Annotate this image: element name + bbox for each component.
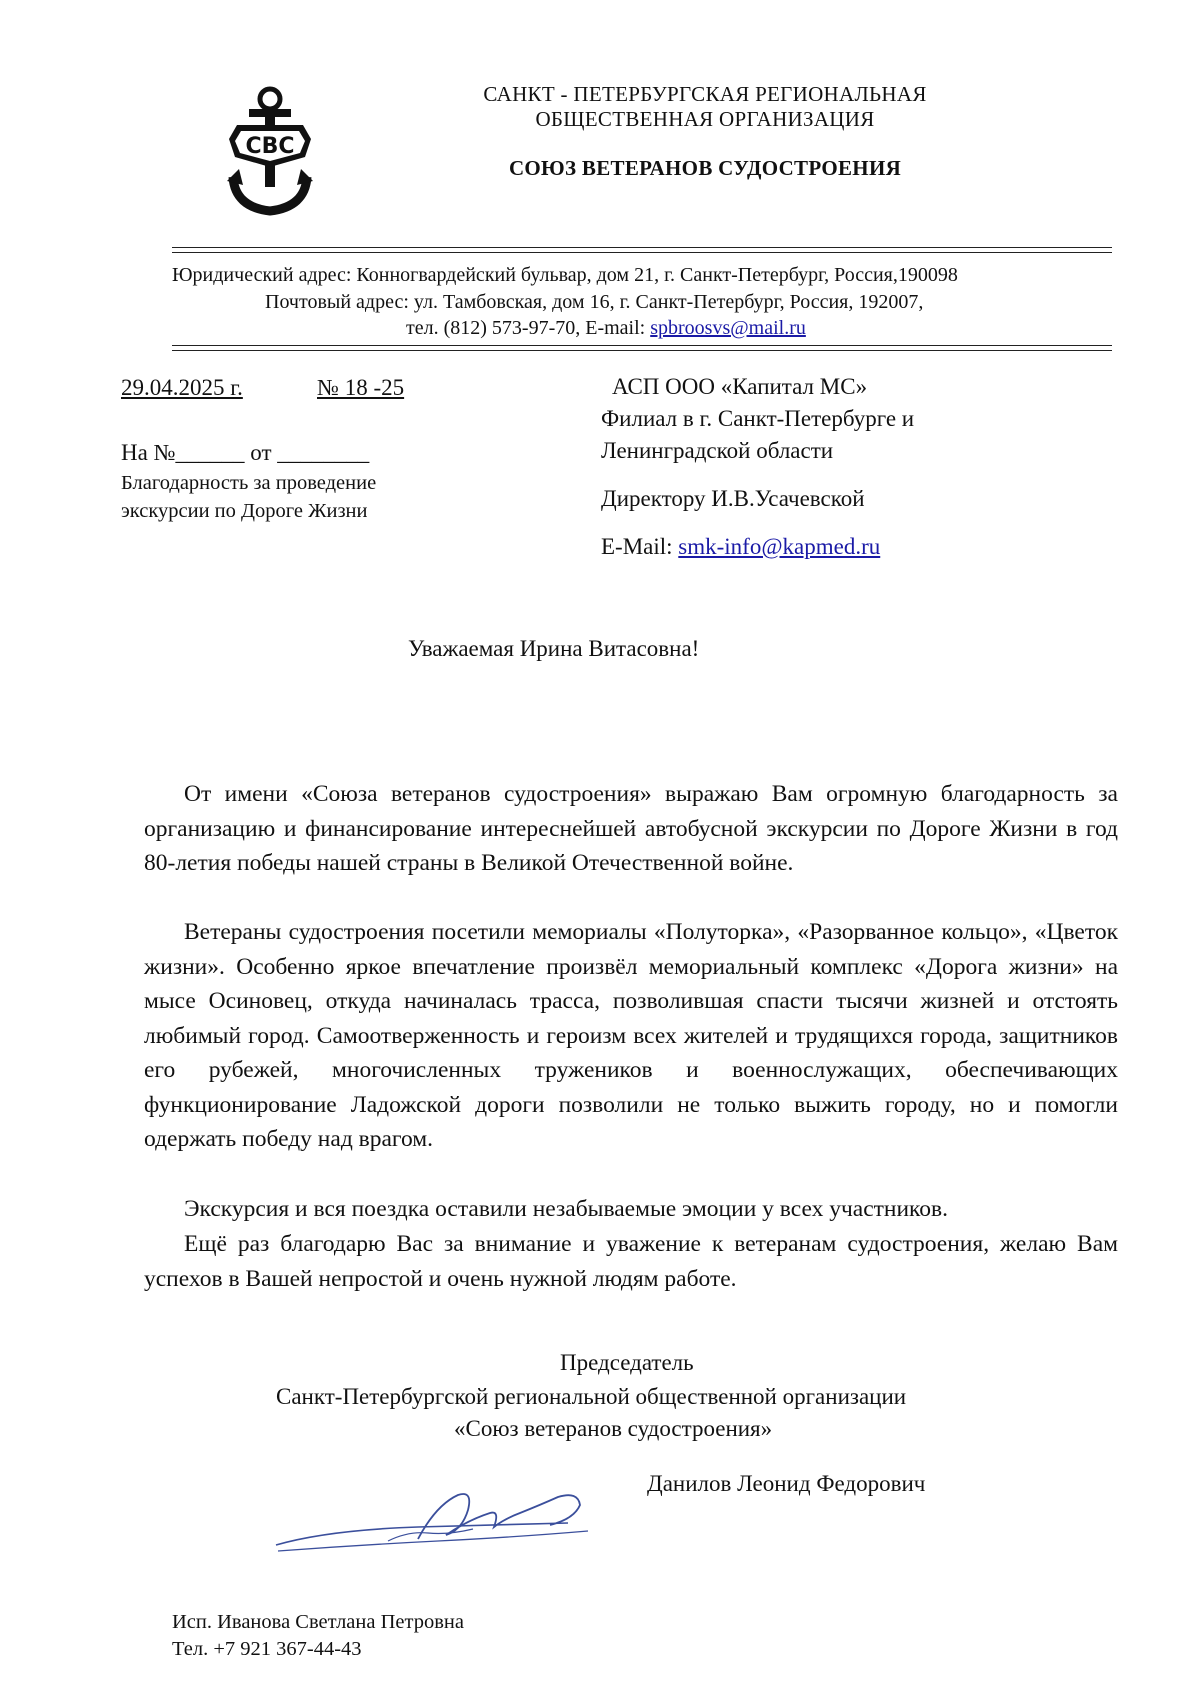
- recipient-line-3: Ленинградской области: [601, 438, 834, 463]
- header-rule-bottom-1: [172, 345, 1112, 346]
- recipient-director: Директору И.В.Усачевской: [601, 486, 865, 511]
- body-paragraph-2: Ветераны судостроения посетили мемориалы «Полуторка», «Разорванное кольцо», «Цветок жизни». Особенно яркое впечатление произвёл мемориальный комплекс «Дорога жизни» на мысе Осиновец, откуда начиналась трасса, позволившая спасти тысячи жизней и отстоять любимый город. Самоотверженность и героизм всех жителей и трудящихся города, защитников его рубежей, многочисленных тружеников и военнослужащих, обеспечивающих функционирование Ладожской дороги позволили не только выжить городу, но и помогли одержать победу над врагом.: [144, 919, 1118, 1152]
- handwritten-signature: [268, 1475, 608, 1565]
- executor-name: Исп. Иванова Светлана Петровна: [172, 1611, 464, 1633]
- letter-number: № 18 -25: [317, 375, 405, 400]
- recipient-line-1: АСП ООО «Капитал МС»: [612, 374, 868, 399]
- anchor-emblem-icon: [225, 85, 315, 220]
- org-line-2: ОБЩЕСТВЕННАЯ ОРГАНИЗАЦИЯ: [535, 107, 875, 131]
- letter-date: 29.04.2025 г.: [121, 375, 243, 400]
- header-rule-bottom-2: [172, 350, 1112, 351]
- header-rule-top-1: [172, 247, 1112, 248]
- recipient-email-link[interactable]: smk-info@kapmed.ru: [678, 534, 881, 559]
- logo-text: СВС: [245, 134, 295, 159]
- legal-address: Юридический адрес: Конногвардейский бульвар, дом 21, г. Санкт-Петербург, Россия,190098: [172, 264, 958, 286]
- body-paragraph-4: Ещё раз благодарю Вас за внимание и уважение к ветеранам судостроения, желаю Вам успехов в Вашей непростой и очень нужной людям работе.: [144, 1231, 1118, 1292]
- signoff-org-1: Санкт-Петербургской региональной общественной организации: [276, 1384, 907, 1409]
- executor-phone: Тел. +7 921 367-44-43: [172, 1638, 362, 1660]
- postal-address: Почтовый адрес: ул. Тамбовская, дом 16, г. Санкт-Петербург, Россия, 192007,: [265, 291, 924, 313]
- org-email-link[interactable]: spbroosvs@mail.ru: [650, 317, 806, 339]
- body-paragraph-1: От имени «Союза ветеранов судостроения» выражаю Вам огромную благодарность за организацию и финансирование интереснейшей автобусной экскурсии по Дороге Жизни в год 80-летия победы нашей страны в Великой Отечественной войне.: [144, 781, 1118, 876]
- subject-line-2: экскурсии по Дороге Жизни: [121, 500, 368, 522]
- phone-text: тел. (812) 573-97-70, E-mail:: [406, 317, 651, 339]
- signoff-org-2: «Союз ветеранов судостроения»: [454, 1416, 773, 1441]
- contact-line: [406, 317, 806, 340]
- recipient-email-label: E-Mail:: [601, 534, 679, 559]
- header-rule-top-2: [172, 252, 1112, 253]
- signatory-name: Данилов Леонид Федорович: [647, 1471, 926, 1496]
- salutation: Уважаемая Ирина Витасовна!: [408, 636, 700, 661]
- reply-reference: На №______ от ________: [121, 440, 370, 465]
- org-line-1: САНКТ - ПЕТЕРБУРГСКАЯ РЕГИОНАЛЬНАЯ: [483, 82, 927, 106]
- subject-line-1: Благодарность за проведение: [121, 472, 377, 494]
- body-paragraph-3: Экскурсия и вся поездка оставили незабываемые эмоции у всех участников.: [184, 1196, 949, 1222]
- recipient-email-line: [601, 534, 880, 560]
- org-name: СОЮЗ ВЕТЕРАНОВ СУДОСТРОЕНИЯ: [508, 156, 902, 180]
- recipient-line-2: Филиал в г. Санкт-Петербурге и: [601, 406, 915, 431]
- signoff-title: Председатель: [560, 1350, 694, 1375]
